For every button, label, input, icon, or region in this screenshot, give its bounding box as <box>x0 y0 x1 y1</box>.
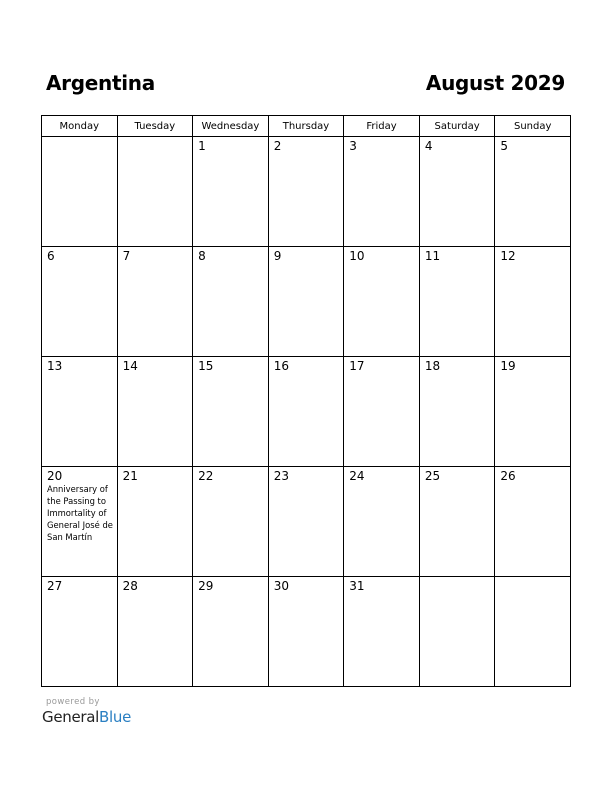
day-number: 30 <box>273 579 289 593</box>
day-cell <box>193 137 269 247</box>
day-cell <box>495 577 571 687</box>
weekday-header: Friday <box>344 116 420 137</box>
day-number: 16 <box>273 359 289 373</box>
day-cell <box>268 357 344 467</box>
calendar-grid <box>41 115 571 687</box>
day-number <box>420 577 495 579</box>
day-cell <box>344 577 420 687</box>
day-cell <box>344 357 420 467</box>
day-cell <box>117 137 193 247</box>
day-cell <box>344 247 420 357</box>
weekday-header: Thursday <box>268 116 344 137</box>
weekday-header: Tuesday <box>117 116 193 137</box>
day-cell <box>495 137 571 247</box>
day-cell <box>419 137 495 247</box>
week-row <box>42 137 571 247</box>
weekday-header: Saturday <box>419 116 495 137</box>
day-number: 8 <box>198 249 206 263</box>
day-number: 28 <box>122 579 138 593</box>
day-number: 3 <box>349 139 357 153</box>
day-cell <box>193 357 269 467</box>
day-number: 13 <box>47 359 63 373</box>
day-number: 23 <box>273 469 289 483</box>
month-year-title: August 2029 <box>425 71 565 95</box>
day-number: 12 <box>500 249 516 263</box>
weekday-header: Wednesday <box>193 116 269 137</box>
day-number: 19 <box>500 359 516 373</box>
day-cell <box>42 577 118 687</box>
day-cell <box>42 357 118 467</box>
week-row <box>42 467 571 577</box>
week-row <box>42 357 571 467</box>
country-title: Argentina <box>46 71 155 95</box>
day-number: 2 <box>273 139 282 153</box>
weekday-header: Sunday <box>495 116 571 137</box>
day-number: 26 <box>500 469 516 483</box>
day-number: 17 <box>349 359 365 373</box>
day-cell <box>419 247 495 357</box>
day-cell <box>117 357 193 467</box>
day-number: 25 <box>424 469 441 483</box>
day-number: 5 <box>500 139 509 153</box>
day-number: 4 <box>424 139 433 153</box>
day-number: 29 <box>198 579 214 593</box>
day-cell <box>193 467 269 577</box>
day-cell <box>268 467 344 577</box>
day-number: 27 <box>47 579 63 593</box>
day-cell <box>42 137 118 247</box>
day-cell <box>495 357 571 467</box>
holiday-label: Anniversary of the Passing to Immortality of General José de San Martín <box>47 484 113 542</box>
powered-by-label: powered by <box>46 697 100 707</box>
day-number: 6 <box>47 249 55 263</box>
day-cell <box>117 467 193 577</box>
day-number: 7 <box>122 249 131 263</box>
weekday-header-row <box>42 116 571 137</box>
day-cell <box>193 247 269 357</box>
day-cell <box>117 577 193 687</box>
day-number: 20 <box>47 469 63 483</box>
day-number: 22 <box>198 469 214 483</box>
day-cell <box>117 247 193 357</box>
day-number <box>42 137 117 139</box>
day-cell <box>419 577 495 687</box>
day-cell <box>268 137 344 247</box>
day-number: 10 <box>349 249 365 263</box>
day-cell <box>193 577 269 687</box>
day-cell <box>344 137 420 247</box>
day-cell <box>495 467 571 577</box>
week-row <box>42 577 571 687</box>
day-number: 9 <box>273 249 282 263</box>
day-number: 21 <box>122 469 138 483</box>
day-number <box>495 577 570 579</box>
day-number: 31 <box>349 579 365 593</box>
day-cell <box>495 247 571 357</box>
day-cell <box>419 357 495 467</box>
day-cell <box>344 467 420 577</box>
day-cell <box>42 247 118 357</box>
generalblue-logo[interactable] <box>42 708 131 726</box>
day-number: 11 <box>424 249 441 263</box>
week-row <box>42 247 571 357</box>
day-number: 1 <box>198 139 206 153</box>
day-number <box>118 137 193 139</box>
day-cell <box>268 577 344 687</box>
day-cell <box>419 467 495 577</box>
day-cell <box>268 247 344 357</box>
day-number: 24 <box>349 469 365 483</box>
day-number: 15 <box>198 359 214 373</box>
day-cell <box>42 467 118 577</box>
brand-general-text: General <box>42 708 100 726</box>
brand-blue-text: Blue <box>99 708 132 726</box>
day-number: 14 <box>122 359 138 373</box>
weekday-header: Monday <box>42 116 118 137</box>
day-number: 18 <box>424 359 441 373</box>
